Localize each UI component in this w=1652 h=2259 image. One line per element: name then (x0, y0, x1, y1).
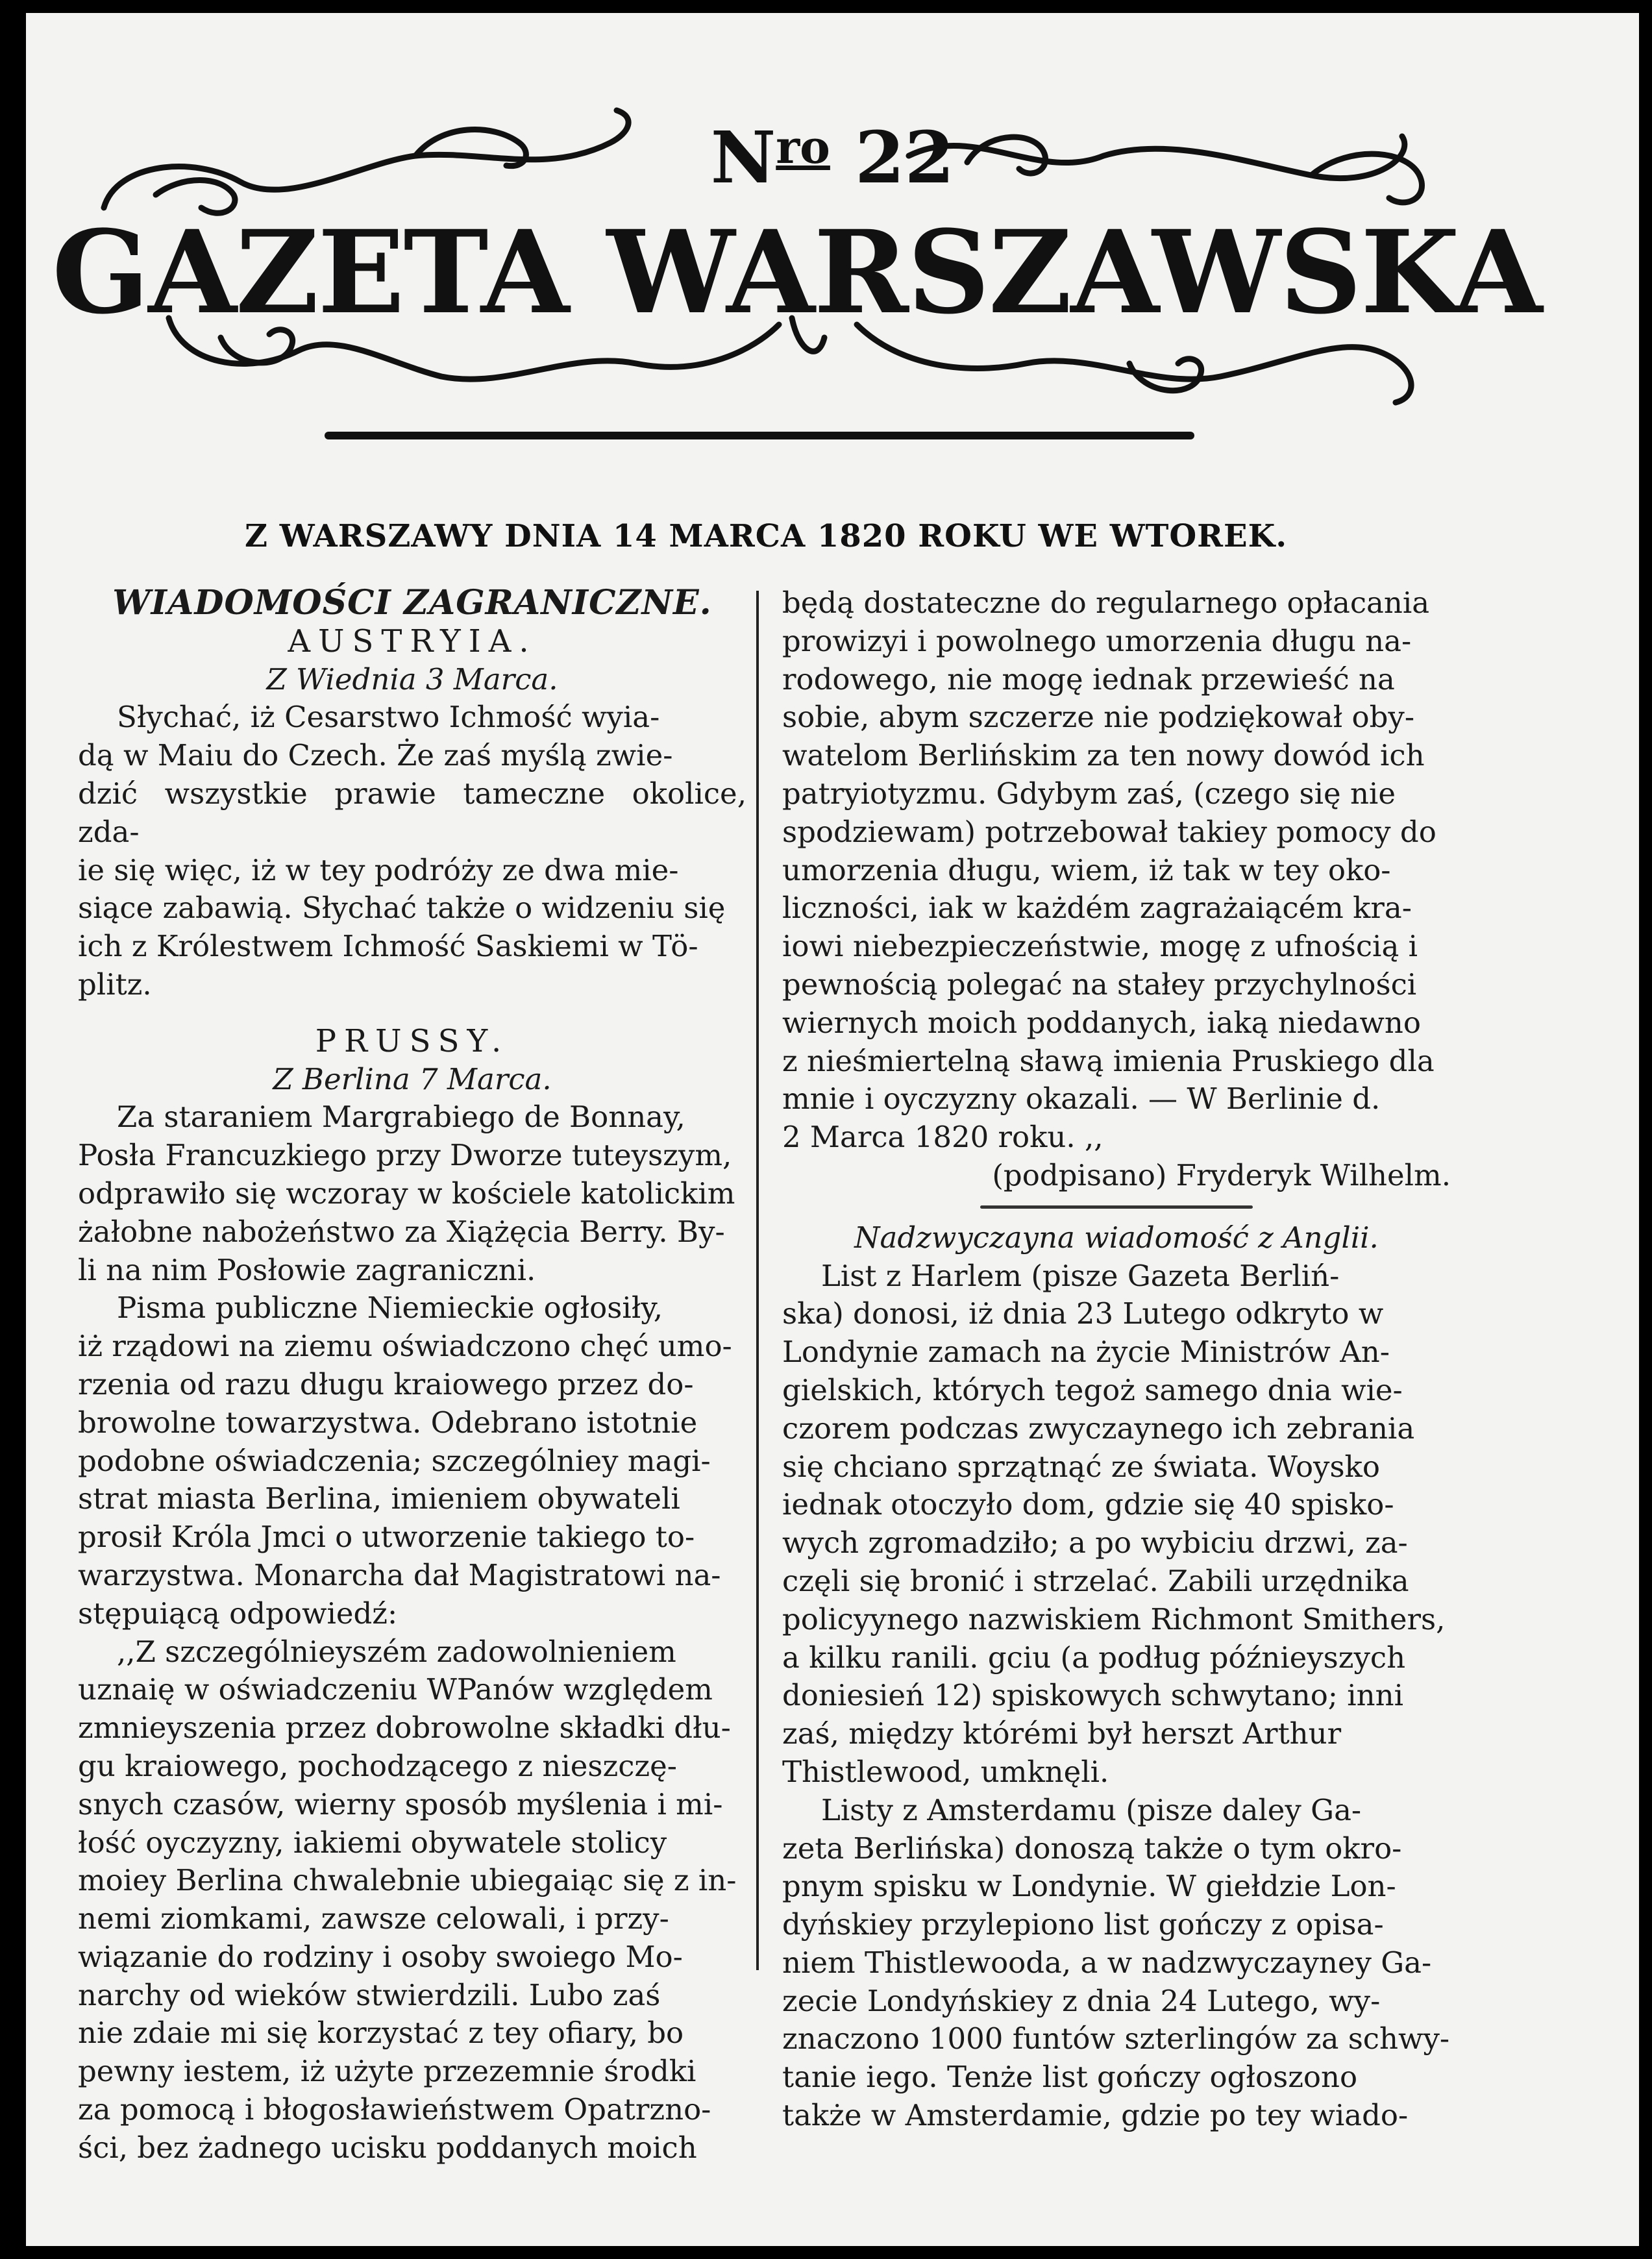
text-line: zaś, między którémi był herszt Arthur (782, 1716, 1342, 1751)
text-line: łość oyczyzny, iakiemi obywatele stolicy (78, 1825, 667, 1860)
text-line: gielskich, których tegoż samego dnia wie- (782, 1372, 1403, 1407)
text-line: spodziewam) potrzebował takiey pomocy do (782, 814, 1436, 849)
left-column (78, 584, 746, 2167)
article-england (782, 1257, 1451, 2135)
text-line: niem Thistlewooda, a w nadzwyczayney Ga- (782, 1945, 1432, 1980)
text-line: z nieśmiertelną sławą imienia Pruskiego dla (782, 1043, 1435, 1078)
text-line: mnie i oyczyzny okazali. — W Berlinie d. (782, 1081, 1381, 1117)
article-separator (980, 1205, 1253, 1209)
text-line: List z Harlem (pisze Gazeta Berliń- (821, 1258, 1340, 1293)
text-line: warzystwa. Monarcha dał Magistratowi na- (78, 1557, 721, 1592)
country-heading-austria: AUSTRYIA. (288, 623, 537, 660)
text-line: Posła Francuzkiego przy Dworze tuteyszym, (78, 1138, 732, 1173)
text-line: pewny iestem, iż użyte przezemnie środki (78, 2054, 697, 2089)
text-line: liczności, iak w każdém zagrażaiącém kra- (782, 891, 1412, 926)
text-line: Za staraniem Margrabiego de Bonnay, (117, 1100, 685, 1135)
text-line: się chciano sprzątnąć ze świata. Woysko (782, 1449, 1380, 1484)
text-line: strat miasta Berlina, imieniem obywateli (78, 1481, 680, 1516)
england-heading: Nadzwyczayna wiadomość z Anglii. (854, 1220, 1379, 1255)
newspaper-page (26, 13, 1639, 2246)
text-line: za pomocą i błogosławieństwem Opatrzno- (78, 2092, 711, 2127)
text-line: nie zdaie mi się korzystać z tey ofiary, bo (78, 2016, 684, 2051)
dateline: Z WARSZAWY DNIA 14 MARCA 1820 ROKU WE WTOREK. (244, 518, 1288, 554)
city-heading-berlin: Z Berlina 7 Marca. (273, 1061, 552, 1096)
text-line: wiązanie do rodziny i osoby swoiego Mo- (78, 1939, 683, 1974)
section-heading: WIADOMOŚCI ZAGRANICZNE. (112, 583, 712, 623)
text-line: dzić wszystkie prawie tameczne okolice, zda- (78, 776, 746, 849)
text-line: Słychać, iż Cesarstwo Ichmość wyia- (117, 700, 660, 735)
text-line: Londynie zamach na życie Ministrów An- (782, 1335, 1390, 1370)
text-line: policyynego nazwiskiem Richmont Smithers, (782, 1601, 1446, 1636)
text-line: doniesień 12) spiskowych schwytano; inni (782, 1678, 1404, 1713)
text-line: prowizyi i powolnego umorzenia długu na- (782, 623, 1412, 658)
article-austria (78, 698, 746, 1004)
text-line: dyńskiey przylepiono list gończy z opisa- (782, 1907, 1384, 1942)
masthead-rule (325, 432, 1194, 439)
text-line: znaczono 1000 funtów szterlingów za schwy- (782, 2021, 1450, 2056)
text-line: odprawiło się wczoray w kościele katolickim (78, 1176, 735, 1211)
country-heading-prussia: PRUSSY. (315, 1022, 510, 1059)
text-line: iednak otoczyło dom, gdzie się 40 spisko- (782, 1487, 1394, 1522)
text-line: ich z Królestwem Ichmość Saskiemi w Tö- (78, 929, 698, 964)
text-line: zmnieyszenia przez dobrowolne składki dłu- (78, 1710, 731, 1746)
text-line: nemi ziomkami, zawsze celowali, i przy- (78, 1901, 669, 1936)
text-line: snych czasów, wierny sposób myślenia i mi- (78, 1786, 723, 1821)
text-line: dą w Maiu do Czech. Że zaś myślą zwie- (78, 738, 673, 773)
text-line: moiey Berlina chwalebnie ubiegaiąc się z in- (78, 1863, 737, 1898)
text-line: częli się bronić i strzelać. Zabili urzędnika (782, 1563, 1409, 1598)
text-line: Pisma publiczne Niemieckie ogłosiły, (117, 1290, 663, 1326)
text-line: rzenia od razu długu kraiowego przez do- (78, 1366, 694, 1401)
right-column (782, 584, 1451, 2135)
city-heading-vienna: Z Wiednia 3 Marca. (266, 661, 558, 697)
masthead (26, 13, 1639, 467)
text-line: pewnością polegać na stałey przychylności (782, 967, 1417, 1002)
text-line: prosił Króla Jmci o utworzenie takiego to- (78, 1520, 695, 1555)
text-line: podobne oświadczenia; szczególniey magi- (78, 1443, 711, 1478)
text-line: uznaię w oświadczeniu WPanów względem (78, 1672, 713, 1707)
text-line: ska) donosi, iż dnia 23 Lutego odkryto w (782, 1296, 1384, 1331)
text-line: watelom Berlińskim za ten nowy dowód ich (782, 738, 1425, 773)
text-line: czorem podczas zwyczaynego ich zebrania (782, 1411, 1415, 1446)
text-line: zecie Londyńskiey z dnia 24 Lutego, wy- (782, 1983, 1381, 2018)
text-line: będą dostateczne do regularnego opłacania (782, 586, 1430, 620)
text-line: pnym spisku w Londynie. W giełdzie Lon- (782, 1869, 1396, 1904)
text-line: a kilku ranili. gciu (a podług późnieyszych (782, 1640, 1406, 1675)
text-line: sobie, abym szczerze nie podziękował oby- (782, 700, 1415, 735)
text-line: ,,Z szczególnieyszém zadowolnieniem (117, 1634, 676, 1669)
text-line: patryiotyzmu. Gdybym zaś, (czego się nie (782, 776, 1396, 811)
signature: (podpisano) Fryderyk Wilhelm. (992, 1157, 1451, 1192)
text-line: także w Amsterdamie, gdzie po tey wiado- (782, 2098, 1409, 2133)
article-prussia-continued (782, 584, 1451, 1157)
text-line: plitz. (78, 967, 152, 1002)
text-line: zeta Berlińska) donoszą także o tym okro- (782, 1831, 1402, 1866)
text-line: żałobne nabożeństwo za Xiążęcia Berry. By- (78, 1214, 725, 1249)
text-line: tanie iego. Tenże list gończy ogłoszono (782, 2060, 1358, 2095)
issue-number: $N^{ro}$ 22 (710, 116, 955, 199)
text-line: iż rządowi na ziemu oświadczono chęć umo- (78, 1329, 732, 1364)
text-line: siące zabawią. Słychać także o widzeniu się (78, 891, 726, 926)
text-line: umorzenia długu, wiem, iż tak w tey oko- (782, 852, 1391, 887)
text-line: li na nim Posłowie zagraniczni. (78, 1252, 536, 1287)
text-line: ści, bez żadnego ucisku poddanych moich (78, 2130, 697, 2165)
text-line: wiernych moich poddanych, iaką niedawno (782, 1005, 1421, 1040)
article-prussia (78, 1098, 746, 2167)
column-divider (756, 591, 759, 1970)
text-line: Thistlewood, umknęli. (782, 1754, 1109, 1789)
text-line: wych zgromadziło; a po wybiciu drzwi, za- (782, 1525, 1408, 1561)
text-line: stępuiącą odpowiedź: (78, 1596, 398, 1631)
text-line: narchy od wieków stwierdzili. Lubo zaś (78, 1977, 661, 2012)
text-line: ie się więc, iż w tey podróży ze dwa mie- (78, 852, 679, 887)
text-line: iowi niebezpieczeństwie, mogę z ufnością i (782, 929, 1418, 964)
text-line: rodowego, nie mogę iednak przewieść na (782, 661, 1395, 697)
newspaper-title: GAZETA WARSZAWSKA (52, 205, 1542, 339)
text-line: gu kraiowego, pochodzącego z nieszczę- (78, 1748, 677, 1783)
text-line: Listy z Amsterdamu (pisze daley Ga- (821, 1792, 1362, 1827)
text-line: 2 Marca 1820 roku. ,, (782, 1120, 1103, 1155)
text-line: browolne towarzystwa. Odebrano istotnie (78, 1405, 698, 1440)
